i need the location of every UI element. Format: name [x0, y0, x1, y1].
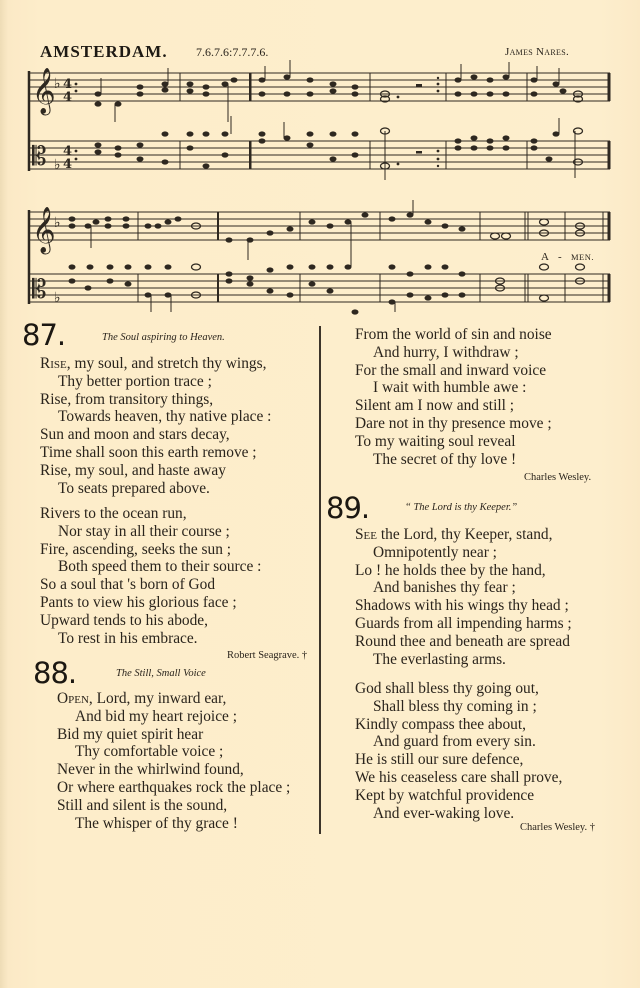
hymn-subtitle-87: The Soul aspiring to Heaven.: [102, 332, 225, 343]
svg-text:𝄡: 𝄡: [32, 142, 47, 172]
svg-text:♭: ♭: [54, 215, 61, 231]
hymn-number-87: 87.: [22, 318, 66, 352]
hymn-number-89: 89.: [326, 491, 370, 525]
hymn-88-stanza-2: From the world of sin and noise And hurry, I withdraw ; For the small and inward voice I wait with humble awe : Silent am I now and still ; Dare not in thy presence move ; To my waiting soul reveal The secret of thy love !: [355, 326, 552, 468]
svg-text:4: 4: [63, 90, 73, 105]
first-word: Rise,: [40, 355, 71, 372]
hymn-88-author: Charles Wesley.: [524, 472, 592, 483]
tune-title: AMSTERDAM.: [40, 42, 168, 61]
svg-text:4: 4: [63, 157, 73, 172]
music-score: [0, 0, 640, 320]
svg-text:𝄞: 𝄞: [32, 68, 56, 114]
svg-text:MEN.: MEN.: [571, 252, 595, 262]
hymn-subtitle-89: “ The Lord is thy Keeper.”: [405, 502, 518, 513]
hymn-87-stanza-1: Rise, my soul, and stretch thy wings, Thy better portion trace ; Rise, from transitory things, Towards heaven, thy native place : Sun and moon and stars decay, Time shall soon this earth remove ; Rise, my soul, and haste away To seats prepared above.: [40, 355, 272, 497]
svg-text:𝄡: 𝄡: [32, 275, 47, 305]
hymn-89-stanza-1: See the Lord, thy Keeper, stand, Omnipotently near ; Lo ! he holds thee by the hand, And banishes thy fear ; Shadows with his wings thy head ; Guards from all impending harms ; Round thee and beneath are spread The everlasting arms.: [355, 526, 572, 668]
hymn-87-author: Robert Seagrave. †: [227, 650, 308, 661]
first-word: See: [355, 526, 377, 543]
svg-text:𝄞: 𝄞: [32, 207, 56, 253]
svg-text:4: 4: [63, 144, 73, 159]
svg-text:4: 4: [63, 77, 73, 92]
tune-meter: 7.6.7.6:7.7.7.6.: [196, 45, 269, 59]
staff-lines: [30, 73, 610, 302]
clefs: [32, 68, 72, 306]
svg-text:A: A: [541, 251, 549, 263]
hymn-89-author: Charles Wesley. †: [520, 822, 595, 833]
hymn-88-stanza-1: Open, Lord, my inward ear, And bid my heart rejoice ; Bid my quiet spirit hear Thy comfortable voice ; Never in the whirlwind found, Or where earthquakes rock the place ; Still and silent is the sound, The whisper of thy grace !: [57, 690, 291, 832]
noteheads: [69, 74, 585, 314]
hymn-number-88: 88.: [33, 656, 77, 690]
hymn-subtitle-88: The Still, Small Voice: [116, 668, 206, 679]
svg-text:-: -: [558, 251, 562, 263]
hymn-89-stanza-2: God shall bless thy going out, Shall bless thy coming in ; Kindly compass thee about, And guard from every sin. He is still our sure defence, We his ceaseless care shall prove, Kept by watchful providence And ever-waking love.: [355, 680, 563, 822]
tune-composer: James Nares.: [505, 46, 570, 58]
svg-text:♭: ♭: [54, 76, 61, 92]
svg-text:♭: ♭: [54, 290, 61, 306]
hymn-87-stanza-2: Rivers to the ocean run, Nor stay in all their course ; Fire, ascending, seeks the sun ; Both speed them to their source : So a soul that 's born of God Pants to view his glorious face ; Upward tends to his abode, To rest in his embrace.: [40, 505, 262, 647]
column-divider: [319, 326, 321, 834]
svg-text:♭: ♭: [54, 157, 61, 173]
first-word: Open,: [57, 690, 93, 707]
amen-lyric: [541, 251, 594, 263]
